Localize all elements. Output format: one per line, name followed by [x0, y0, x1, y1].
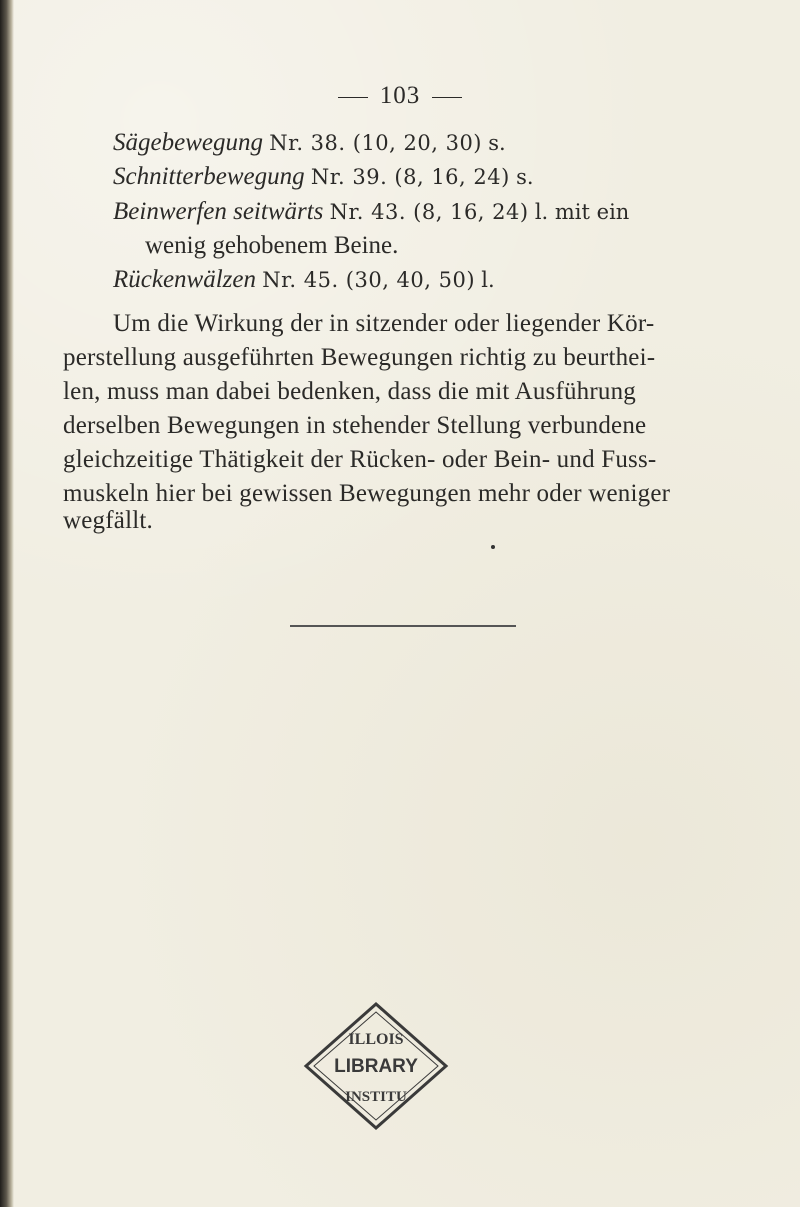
exercise-name: Beinwerfen seitwärts — [113, 198, 324, 225]
paragraph-line: Um die Wirkung der in sitzender oder liegender Kör- — [113, 310, 655, 337]
exercise-entry — [113, 195, 629, 229]
header-dash-right — [432, 97, 462, 98]
exercise-number: Nr. 39. (8, 16, 24) — [310, 165, 510, 189]
paragraph-line: gleichzeitige Thätigkeit der Rücken- oder Bein- und Fuss- — [63, 446, 657, 473]
exercise-name: Sägebewegung — [113, 129, 263, 156]
exercise-name: Rückenwälzen — [113, 266, 257, 293]
exercise-number: Nr. 38. (10, 20, 30) — [269, 131, 482, 155]
paragraph-line: wegfällt. — [63, 507, 153, 534]
exercise-entry — [113, 160, 534, 194]
paragraph-line: muskeln hier bei gewissen Bewegungen mehr oder weniger — [63, 480, 671, 507]
stamp-center-text: LIBRARY — [334, 1056, 418, 1077]
page-number: 103 — [379, 82, 421, 109]
stamp-top-text: ILLOIS — [348, 1031, 404, 1048]
paragraph-line: derselben Bewegungen in stehender Stellung verbundene — [63, 412, 647, 439]
book-spine-shadow — [0, 0, 14, 1207]
exercise-suffix: s. — [516, 165, 534, 189]
paragraph-line: perstellung ausgeführten Bewegungen richtig zu beurthei- — [63, 344, 656, 371]
exercise-suffix: l. — [481, 268, 495, 292]
exercise-number: Nr. 45. (30, 40, 50) — [262, 268, 476, 292]
page-header — [0, 82, 800, 110]
ink-speck — [491, 545, 495, 549]
exercise-name: Schnitterbewegung — [113, 163, 305, 190]
paragraph-line: len, muss man dabei bedenken, dass die mit Ausführung — [63, 378, 637, 405]
stamp-bottom-text: INSTITU — [345, 1089, 407, 1105]
exercise-suffix: l. mit ein — [534, 200, 630, 224]
library-stamp — [302, 1000, 450, 1132]
exercise-continuation: wenig gehobenem Beine. — [145, 232, 399, 259]
exercise-entry — [113, 126, 506, 160]
exercise-entry — [113, 263, 495, 297]
exercise-suffix: s. — [488, 131, 506, 155]
exercise-number: Nr. 43. (8, 16, 24) — [329, 200, 529, 224]
section-rule — [290, 625, 516, 627]
header-dash-left — [338, 97, 368, 98]
